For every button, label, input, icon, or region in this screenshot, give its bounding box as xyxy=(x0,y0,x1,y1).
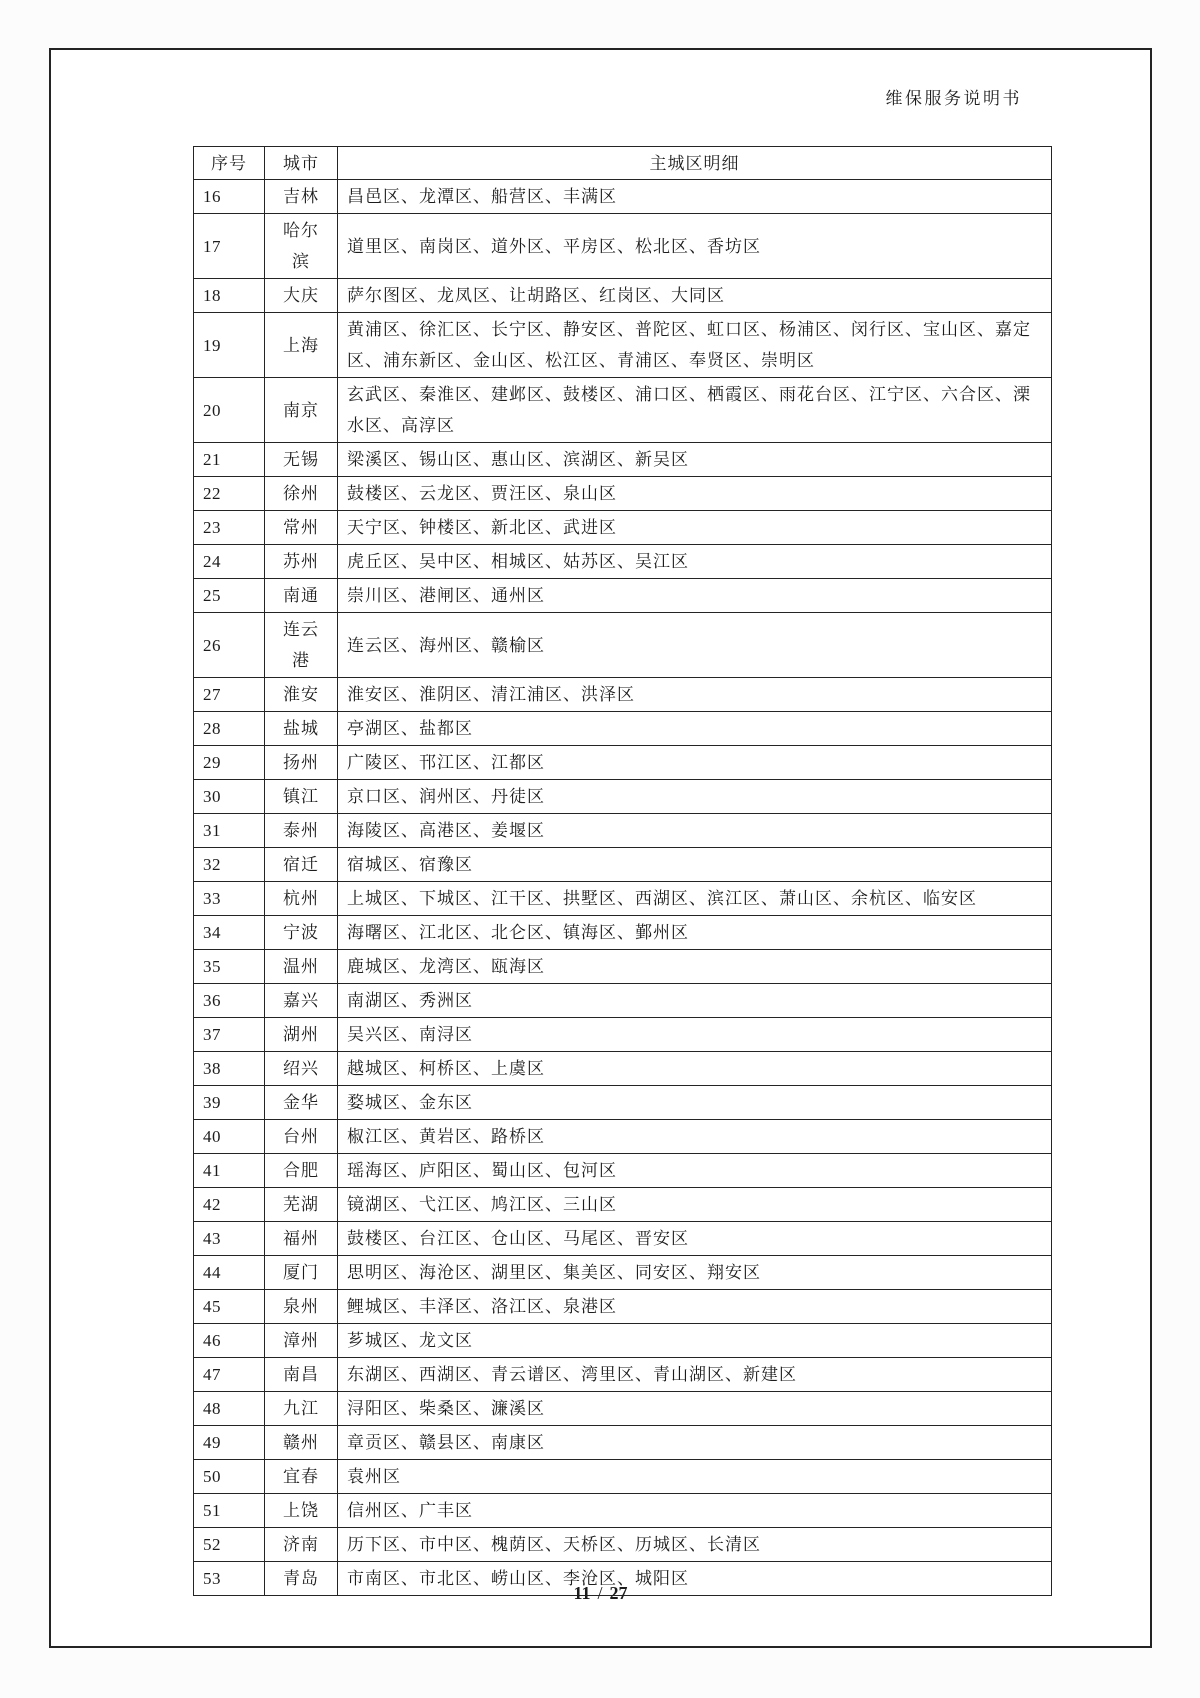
cell-no: 43 xyxy=(194,1222,265,1256)
cell-districts: 章贡区、赣县区、南康区 xyxy=(338,1426,1052,1460)
table-row xyxy=(194,443,1052,477)
cell-city: 泰州 xyxy=(265,814,338,848)
table-row xyxy=(194,1188,1052,1222)
cell-city: 扬州 xyxy=(265,746,338,780)
table-row xyxy=(194,378,1052,443)
cell-city: 合肥 xyxy=(265,1154,338,1188)
cell-no: 28 xyxy=(194,712,265,746)
cell-city: 嘉兴 xyxy=(265,984,338,1018)
table-row xyxy=(194,1120,1052,1154)
table-row xyxy=(194,1154,1052,1188)
cell-districts: 崇川区、港闸区、通州区 xyxy=(338,579,1052,613)
cell-districts: 天宁区、钟楼区、新北区、武进区 xyxy=(338,511,1052,545)
table-row xyxy=(194,1460,1052,1494)
column-header-districts: 主城区明细 xyxy=(338,147,1052,180)
cell-districts: 广陵区、邗江区、江都区 xyxy=(338,746,1052,780)
cell-districts: 椒江区、黄岩区、路桥区 xyxy=(338,1120,1052,1154)
cell-districts: 吴兴区、南浔区 xyxy=(338,1018,1052,1052)
cell-no: 33 xyxy=(194,882,265,916)
cell-no: 17 xyxy=(194,214,265,279)
cell-districts: 越城区、柯桥区、上虞区 xyxy=(338,1052,1052,1086)
table-row xyxy=(194,1222,1052,1256)
cell-no: 48 xyxy=(194,1392,265,1426)
page-number: 11 xyxy=(573,1583,591,1603)
doc-title: 维保服务说明书 xyxy=(885,89,1022,108)
cell-city: 大庆 xyxy=(265,279,338,313)
table-row xyxy=(194,1494,1052,1528)
cell-no: 19 xyxy=(194,313,265,378)
cell-districts: 婺城区、金东区 xyxy=(338,1086,1052,1120)
table-header xyxy=(194,147,1052,180)
table-row xyxy=(194,916,1052,950)
cell-districts: 鹿城区、龙湾区、瓯海区 xyxy=(338,950,1052,984)
cell-no: 21 xyxy=(194,443,265,477)
cell-no: 44 xyxy=(194,1256,265,1290)
cell-city: 绍兴 xyxy=(265,1052,338,1086)
table-row xyxy=(194,1528,1052,1562)
cell-districts: 虎丘区、吴中区、相城区、姑苏区、吴江区 xyxy=(338,545,1052,579)
cell-city: 温州 xyxy=(265,950,338,984)
cell-no: 50 xyxy=(194,1460,265,1494)
cell-city: 南通 xyxy=(265,579,338,613)
table-row xyxy=(194,678,1052,712)
cell-no: 31 xyxy=(194,814,265,848)
table-row xyxy=(194,984,1052,1018)
cell-no: 53 xyxy=(194,1562,265,1596)
cell-city: 哈尔滨 xyxy=(265,214,338,279)
cell-no: 46 xyxy=(194,1324,265,1358)
cell-city: 上海 xyxy=(265,313,338,378)
cell-city: 吉林 xyxy=(265,180,338,214)
cell-districts: 鲤城区、丰泽区、洛江区、泉港区 xyxy=(338,1290,1052,1324)
table-row xyxy=(194,712,1052,746)
cell-city: 漳州 xyxy=(265,1324,338,1358)
cell-no: 45 xyxy=(194,1290,265,1324)
cell-districts: 袁州区 xyxy=(338,1460,1052,1494)
cell-no: 29 xyxy=(194,746,265,780)
cell-city: 九江 xyxy=(265,1392,338,1426)
cell-districts: 上城区、下城区、江干区、拱墅区、西湖区、滨江区、萧山区、余杭区、临安区 xyxy=(338,882,1052,916)
cell-city: 常州 xyxy=(265,511,338,545)
table-row xyxy=(194,279,1052,313)
cell-districts: 昌邑区、龙潭区、船营区、丰满区 xyxy=(338,180,1052,214)
cell-no: 24 xyxy=(194,545,265,579)
cell-city: 赣州 xyxy=(265,1426,338,1460)
cell-no: 22 xyxy=(194,477,265,511)
table-row xyxy=(194,1018,1052,1052)
table-row xyxy=(194,1392,1052,1426)
cell-districts: 信州区、广丰区 xyxy=(338,1494,1052,1528)
page-separator: / xyxy=(597,1583,603,1603)
cell-districts: 宿城区、宿豫区 xyxy=(338,848,1052,882)
cell-districts: 亭湖区、盐都区 xyxy=(338,712,1052,746)
cell-city: 杭州 xyxy=(265,882,338,916)
cell-districts: 萨尔图区、龙凤区、让胡路区、红岗区、大同区 xyxy=(338,279,1052,313)
table-row xyxy=(194,545,1052,579)
cell-districts: 市南区、市北区、崂山区、李沧区、城阳区 xyxy=(338,1562,1052,1596)
table-row xyxy=(194,1052,1052,1086)
table-row xyxy=(194,848,1052,882)
cell-districts: 瑶海区、庐阳区、蜀山区、包河区 xyxy=(338,1154,1052,1188)
column-header-no: 序号 xyxy=(194,147,265,180)
cell-districts: 淮安区、淮阴区、清江浦区、洪泽区 xyxy=(338,678,1052,712)
cell-districts: 梁溪区、锡山区、惠山区、滨湖区、新吴区 xyxy=(338,443,1052,477)
cell-city: 济南 xyxy=(265,1528,338,1562)
cell-no: 30 xyxy=(194,780,265,814)
cell-no: 32 xyxy=(194,848,265,882)
cell-city: 台州 xyxy=(265,1120,338,1154)
cell-city: 连云港 xyxy=(265,613,338,678)
table-row xyxy=(194,814,1052,848)
cell-city: 青岛 xyxy=(265,1562,338,1596)
table-row xyxy=(194,180,1052,214)
cell-districts: 芗城区、龙文区 xyxy=(338,1324,1052,1358)
cell-no: 37 xyxy=(194,1018,265,1052)
table-row xyxy=(194,1358,1052,1392)
cell-no: 41 xyxy=(194,1154,265,1188)
cell-city: 镇江 xyxy=(265,780,338,814)
cell-no: 52 xyxy=(194,1528,265,1562)
cell-no: 26 xyxy=(194,613,265,678)
table-row xyxy=(194,511,1052,545)
cell-city: 徐州 xyxy=(265,477,338,511)
cell-no: 40 xyxy=(194,1120,265,1154)
table-row xyxy=(194,313,1052,378)
cell-districts: 思明区、海沧区、湖里区、集美区、同安区、翔安区 xyxy=(338,1256,1052,1290)
cell-no: 20 xyxy=(194,378,265,443)
table-row xyxy=(194,1256,1052,1290)
cell-city: 芜湖 xyxy=(265,1188,338,1222)
table-row xyxy=(194,950,1052,984)
cell-city: 宿迁 xyxy=(265,848,338,882)
cell-city: 淮安 xyxy=(265,678,338,712)
table-row xyxy=(194,214,1052,279)
cell-no: 38 xyxy=(194,1052,265,1086)
cell-city: 盐城 xyxy=(265,712,338,746)
city-districts-table xyxy=(193,146,1052,1596)
cell-city: 上饶 xyxy=(265,1494,338,1528)
cell-no: 35 xyxy=(194,950,265,984)
cell-city: 湖州 xyxy=(265,1018,338,1052)
cell-districts: 玄武区、秦淮区、建邺区、鼓楼区、浦口区、栖霞区、雨花台区、江宁区、六合区、溧水区、高淳区 xyxy=(338,378,1052,443)
page-total: 27 xyxy=(609,1583,628,1603)
cell-no: 49 xyxy=(194,1426,265,1460)
table-body xyxy=(194,180,1052,1596)
cell-no: 39 xyxy=(194,1086,265,1120)
table-row xyxy=(194,579,1052,613)
cell-no: 51 xyxy=(194,1494,265,1528)
table-row xyxy=(194,1290,1052,1324)
cell-city: 厦门 xyxy=(265,1256,338,1290)
cell-districts: 南湖区、秀洲区 xyxy=(338,984,1052,1018)
cell-districts: 鼓楼区、台江区、仓山区、马尾区、晋安区 xyxy=(338,1222,1052,1256)
cell-city: 苏州 xyxy=(265,545,338,579)
table-row xyxy=(194,746,1052,780)
table-row xyxy=(194,613,1052,678)
table-row xyxy=(194,780,1052,814)
cell-no: 27 xyxy=(194,678,265,712)
cell-districts: 道里区、南岗区、道外区、平房区、松北区、香坊区 xyxy=(338,214,1052,279)
cell-city: 宜春 xyxy=(265,1460,338,1494)
cell-districts: 东湖区、西湖区、青云谱区、湾里区、青山湖区、新建区 xyxy=(338,1358,1052,1392)
cell-no: 47 xyxy=(194,1358,265,1392)
cell-no: 23 xyxy=(194,511,265,545)
cell-districts: 浔阳区、柴桑区、濂溪区 xyxy=(338,1392,1052,1426)
table-row xyxy=(194,1086,1052,1120)
cell-no: 34 xyxy=(194,916,265,950)
column-header-city: 城市 xyxy=(265,147,338,180)
cell-no: 16 xyxy=(194,180,265,214)
page-footer xyxy=(49,1583,1152,1604)
table-row xyxy=(194,1324,1052,1358)
cell-districts: 京口区、润州区、丹徒区 xyxy=(338,780,1052,814)
table-header-row xyxy=(194,147,1052,180)
cell-city: 南昌 xyxy=(265,1358,338,1392)
cell-districts: 镜湖区、弋江区、鸠江区、三山区 xyxy=(338,1188,1052,1222)
cell-no: 18 xyxy=(194,279,265,313)
cell-districts: 历下区、市中区、槐荫区、天桥区、历城区、长清区 xyxy=(338,1528,1052,1562)
cell-city: 无锡 xyxy=(265,443,338,477)
cell-city: 福州 xyxy=(265,1222,338,1256)
table-row xyxy=(194,1426,1052,1460)
cell-districts: 鼓楼区、云龙区、贾汪区、泉山区 xyxy=(338,477,1052,511)
cell-no: 25 xyxy=(194,579,265,613)
cell-city: 泉州 xyxy=(265,1290,338,1324)
cell-no: 36 xyxy=(194,984,265,1018)
cell-districts: 海陵区、高港区、姜堰区 xyxy=(338,814,1052,848)
table-row xyxy=(194,477,1052,511)
cell-districts: 黄浦区、徐汇区、长宁区、静安区、普陀区、虹口区、杨浦区、闵行区、宝山区、嘉定区、浦东新区、金山区、松江区、青浦区、奉贤区、崇明区 xyxy=(338,313,1052,378)
cell-districts: 连云区、海州区、赣榆区 xyxy=(338,613,1052,678)
cell-districts: 海曙区、江北区、北仑区、镇海区、鄞州区 xyxy=(338,916,1052,950)
cell-no: 42 xyxy=(194,1188,265,1222)
cell-city: 金华 xyxy=(265,1086,338,1120)
table-row xyxy=(194,882,1052,916)
cell-city: 宁波 xyxy=(265,916,338,950)
cell-city: 南京 xyxy=(265,378,338,443)
